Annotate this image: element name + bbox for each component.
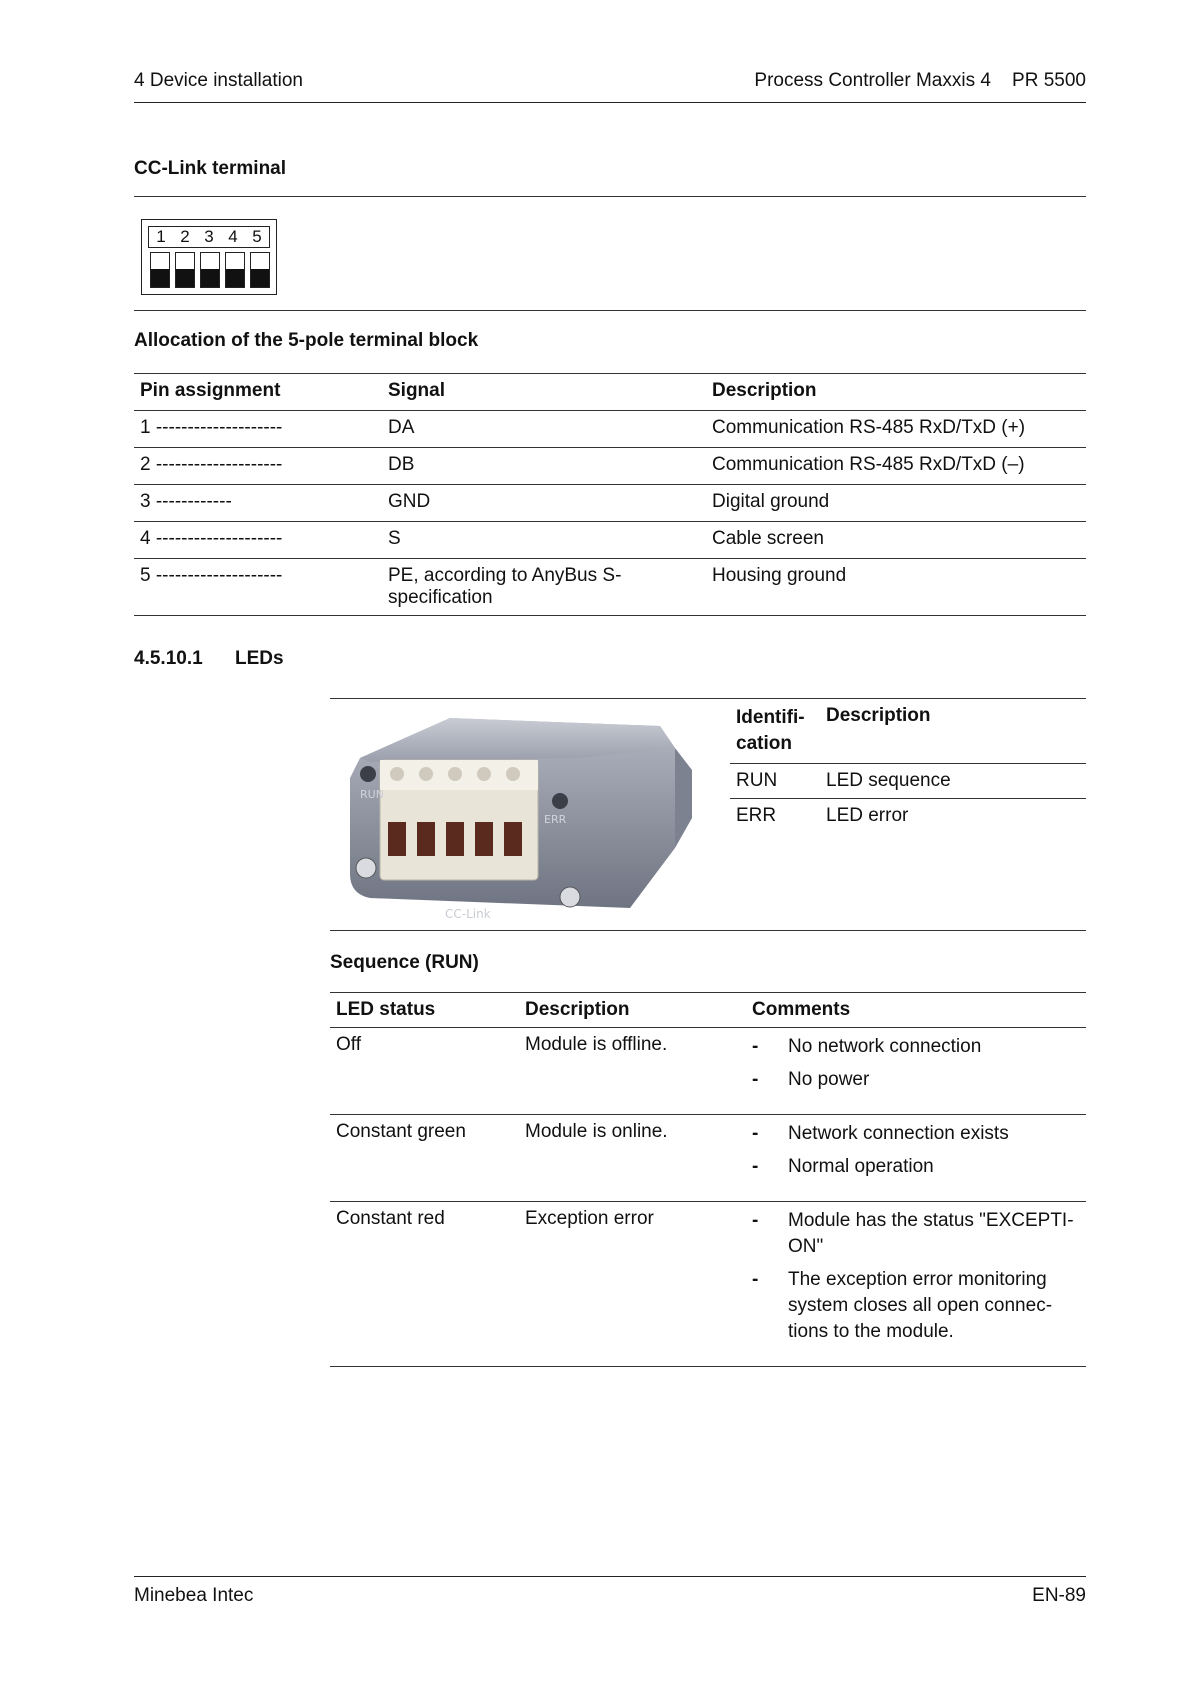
col-description: Description: [712, 380, 817, 401]
sequence-title: Sequence (RUN): [330, 952, 479, 973]
pin-cell: 5 --------------------: [140, 565, 283, 586]
dip-switch-2: [175, 252, 195, 288]
status-cell: Off: [336, 1034, 361, 1055]
status-cell: Constant red: [336, 1208, 445, 1229]
dip-number: 3: [204, 227, 214, 246]
signal-cell: PE, according to AnyBus S-specification: [388, 565, 622, 608]
pin-hole: [475, 822, 493, 856]
dip-switch-3: [200, 252, 220, 288]
dip-switch-1: [150, 252, 170, 288]
description-cell: Communication RS-485 RxD/TxD (+): [712, 417, 1026, 438]
table-row: [134, 522, 1086, 559]
description-cell: LED sequence: [826, 770, 951, 791]
pin-cell: 3 ------------: [140, 491, 232, 512]
divider: [330, 930, 1086, 931]
page-footer: [134, 1576, 1086, 1606]
table-header-row: [134, 374, 1086, 411]
comment-item: - Normal operation: [752, 1154, 1080, 1180]
dip-number: 1: [156, 227, 166, 246]
comment-item: - The exception error monitoring system closes all open connec-tions to the module.: [752, 1267, 1080, 1345]
header-chapter: 4 Device installation: [134, 70, 303, 91]
description-cell: Cable screen: [712, 528, 824, 549]
description-cell: Module is online.: [525, 1121, 668, 1142]
screw-icon: [356, 858, 376, 878]
dip-numbers: [148, 226, 270, 248]
dip-switch-figure: [141, 219, 277, 295]
leds-section-heading: [134, 648, 284, 670]
document-page: [134, 0, 1086, 1684]
col-signal: Signal: [388, 380, 446, 401]
description-cell: Module is offline.: [525, 1034, 668, 1055]
signal-cell: GND: [388, 491, 431, 512]
section-title: LEDs: [235, 648, 284, 669]
pin-hole: [446, 822, 464, 856]
signal-cell: DB: [388, 454, 415, 475]
table-row: [134, 559, 1086, 616]
pin-cell: 4 --------------------: [140, 528, 283, 549]
description-cell: Exception error: [525, 1208, 654, 1229]
pin-cell: 2 --------------------: [140, 454, 283, 475]
dip-number: 2: [180, 227, 190, 246]
err-led: [552, 793, 568, 809]
table-row: [134, 485, 1086, 522]
cc-link-title: CC-Link terminal: [134, 158, 287, 179]
pin-hole: [417, 822, 435, 856]
header-product: Process Controller Maxxis 4 PR 5500: [754, 70, 1086, 91]
table-header-row: [730, 699, 1086, 764]
divider: [134, 196, 1086, 197]
signal-cell: S: [388, 528, 401, 549]
status-cell: Constant green: [336, 1121, 466, 1142]
table-row: [330, 1028, 1086, 1115]
table-row: [330, 1115, 1086, 1202]
pin-cell: 1 --------------------: [140, 417, 283, 438]
table-row: [730, 799, 1086, 834]
comment-item: - No network connection: [752, 1034, 1080, 1060]
col-description: Description: [525, 999, 630, 1020]
table-row: [730, 764, 1086, 799]
table-row: [330, 1202, 1086, 1367]
dip-switch-5: [250, 252, 270, 288]
dip-number: 5: [252, 227, 262, 246]
description-cell: LED error: [826, 805, 909, 826]
cc-link-brand-label: CC-Link: [445, 907, 491, 921]
description-cell: Communication RS-485 RxD/TxD (–): [712, 454, 1025, 475]
comment-item: - Module has the status "EXCEPTI-ON": [752, 1208, 1080, 1260]
table-header-row: [330, 993, 1086, 1028]
footer-company: Minebea Intec: [134, 1585, 254, 1606]
run-led: [360, 766, 376, 782]
id-cell: RUN: [736, 770, 778, 791]
description-cell: Digital ground: [712, 491, 830, 512]
col-description: Description: [826, 705, 931, 726]
run-label: RUN: [360, 788, 384, 801]
table-row: [134, 411, 1086, 448]
signal-cell: DA: [388, 417, 415, 438]
comments-cell: [746, 1202, 1086, 1367]
pin-hole: [504, 822, 522, 856]
page-header: [134, 70, 1086, 103]
description-cell: Housing ground: [712, 565, 847, 586]
err-label: ERR: [544, 813, 567, 826]
comment-item: - No power: [752, 1067, 1080, 1093]
footer-page-number: EN-89: [1032, 1585, 1086, 1606]
module-side: [675, 748, 692, 848]
cc-link-module-photo: [330, 698, 720, 930]
col-pin: Pin assignment: [140, 380, 281, 401]
pin-allocation-table: [134, 373, 1086, 616]
allocation-title: Allocation of the 5-pole terminal block: [134, 330, 479, 351]
id-cell: ERR: [736, 805, 777, 826]
dip-number: 4: [228, 227, 238, 246]
col-led-status: LED status: [336, 999, 436, 1020]
led-identification-table: [730, 698, 1086, 833]
section-number: 4.5.10.1: [134, 648, 203, 669]
comments-cell: [746, 1028, 1086, 1115]
table-row: [134, 448, 1086, 485]
pin-hole: [388, 822, 406, 856]
comments-cell: [746, 1115, 1086, 1202]
sequence-table: [330, 992, 1086, 1367]
dip-switch-4: [225, 252, 245, 288]
col-identification: Identifi-cation: [736, 707, 805, 754]
divider: [134, 310, 1086, 311]
comment-item: - Network connection exists: [752, 1121, 1080, 1147]
col-comments: Comments: [752, 999, 851, 1020]
screw-icon: [560, 887, 580, 907]
